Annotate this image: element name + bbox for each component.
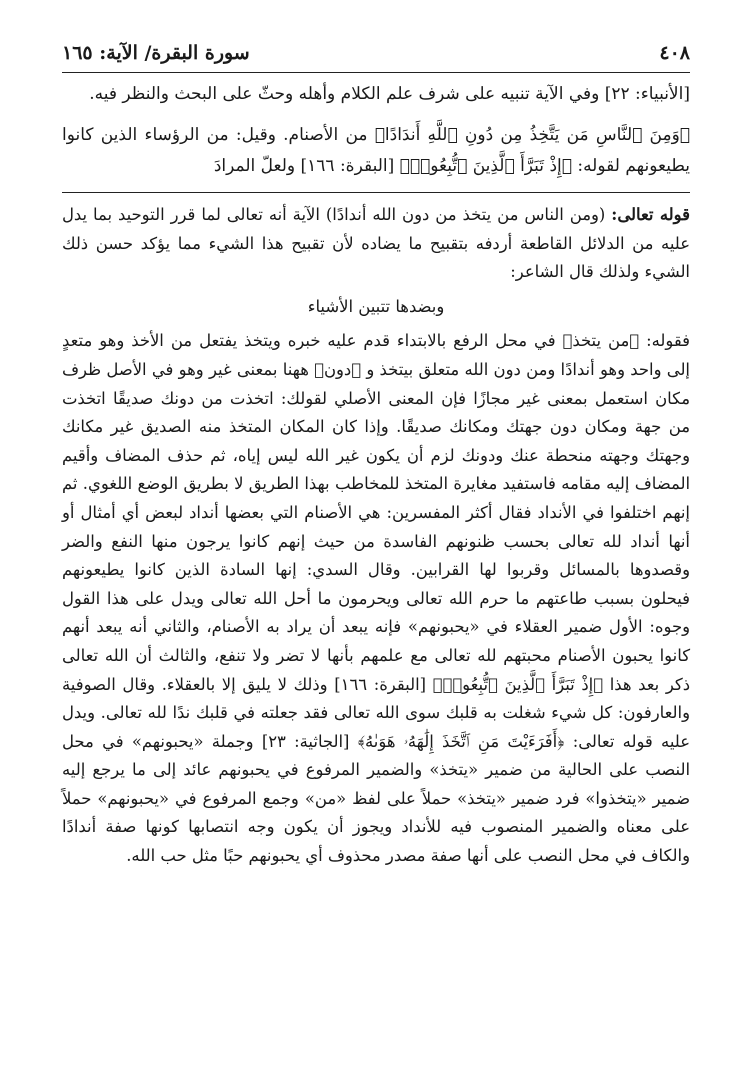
commentary-text: (ومن الناس من يتخذ من دون الله أندادًا) الآية أنه تعالى لما قرر التوحيد بما يدل عليه من الدلائل القاطعة أردفه بتقبيح ما يضاده لأن تقبيح هذا الشيء مما يؤكد حسن ذلك الشيء ولذلك قال الشاعر:: [62, 205, 690, 282]
commentary-paragraph: [62, 201, 690, 287]
section-divider: [62, 192, 690, 193]
commentary-lead: قوله تعالى:: [611, 205, 690, 224]
book-page: [62, 38, 690, 871]
poem-line: وبضدها تتبين الأشياء: [307, 296, 445, 316]
surah-label: سورة البقرة/ الآية: ١٦٥: [62, 42, 250, 64]
page-number: ٤٠٨: [659, 42, 690, 64]
main-text-paragraph: ﴿وَمِنَ ٱلنَّاسِ مَن يَتَّخِذُ مِن دُونِ ٱللَّهِ أَندَادًا﴾ من الأصنام. وقيل: من الرؤساء الذين كانوا يطيعونهم لقوله: ﴿إِذْ تَبَرَّأَ ٱلَّذِينَ ٱتُّبِعُوا۟﴾ [البقرة: ١٦٦] ولعلّ المرادَ: [62, 125, 690, 176]
header-divider: [62, 72, 690, 73]
main-text-paragraph: [الأنبياء: ٢٢] وفي الآية تنبيه على شرف علم الكلام وأهله وحثّ على البحث والنظر فيه.: [89, 84, 690, 104]
commentary-paragraph: فقوله: ﴿من يتخذ﴾ في محل الرفع بالابتداء قدم عليه خبره ويتخذ يفتعل من الأخذ وهو متعدٍ إلى واحد وهو أندادًا ومن دون الله متعلق بيتخذ و ﴿دون﴾ ههنا بمعنى غير وهو في الأصل ظرف مكان استعمل بمعنى غير مجازًا فإن المعنى الأصلي لقولك: اتخذت من دونك صديقًا اتخذت من جهة ومكان دون جهتك ومكانك صديقًا. وإذا كان المكان المتخذ منه الصديق غير مكانك وجهتك وجهته منحطة عنك ودونك لزم أن يكون غير الله ليس إياه، ثم حذف المضاف وأقيم المضاف إليه مقامه فاستفيد مغايرة المتخذ للمخاطب بهذا الطريق لا بطريق الوضع اللغوي. ثم إنهم اختلفوا في الأنداد فقال أكثر المفسرين: هي الأصنام التي بعضها أنداد لبعض أي أمثال أو أنها أنداد لله تعالى بحسب ظنونهم الفاسدة من حيث إنهم كانوا يرجون منها النفع والضر وقصدوها بالمسائل وقربوا لها القرابين. وقال السدي: إنها السادة الذين كانوا يطيعونهم فيحلون بسبب طاعتهم ما حرم الله تعالى ويحرمون ما أحل الله تعالى ويدل على هذا القول وجوه: الأول ضمير العقلاء في «يحبونهم» فإنه يبعد أن يراد به الأصنام، والثاني أنه يبعد أنهم كانوا يحبون الأصنام محبتهم لله تعالى مع علمهم بأنها لا تضر ولا تنفع، والثالث أن الله تعالى ذكر بعد هذا ﴿إِذْ تَبَرَّأَ ٱلَّذِينَ ٱتُّبِعُوا۟﴾ [البقرة: ١٦٦] وذلك لا يليق إلا بالعقلاء. وقال الصوفية والعارفون: كل شيء شغلت به قلبك سوى الله تعالى فقد جعلته في قلبك ندًا لله تعالى. ويدل عليه قوله تعالى: ﴿أَفَرَءَيْتَ مَنِ ٱتَّخَذَ إِلَٰهَهُۥ هَوَىٰهُ﴾ [الجاثية: ٢٣] وجملة «يحبونهم» في محل النصب على الحالية من ضمير «يتخذ» والضمير المرفوع في يحبونهم عائد إلى ما يرجع إليه ضمير «يتخذوا» فرد ضمير «يتخذ» حملاً على لفظ «من» وجمع المرفوع في «يحبونهم» حملاً على معناه والضمير المنصوب فيه للأنداد ويجوز أن يكون وجه انتصابها كونها صفة أندادًا والكاف في محل النصب على أنها صفة مصدر محذوف أي يحبونهم حبًا مثل حب الله.: [62, 331, 691, 866]
main-text-block: [62, 79, 690, 182]
commentary-block: [62, 201, 690, 871]
page-header: [62, 38, 690, 68]
